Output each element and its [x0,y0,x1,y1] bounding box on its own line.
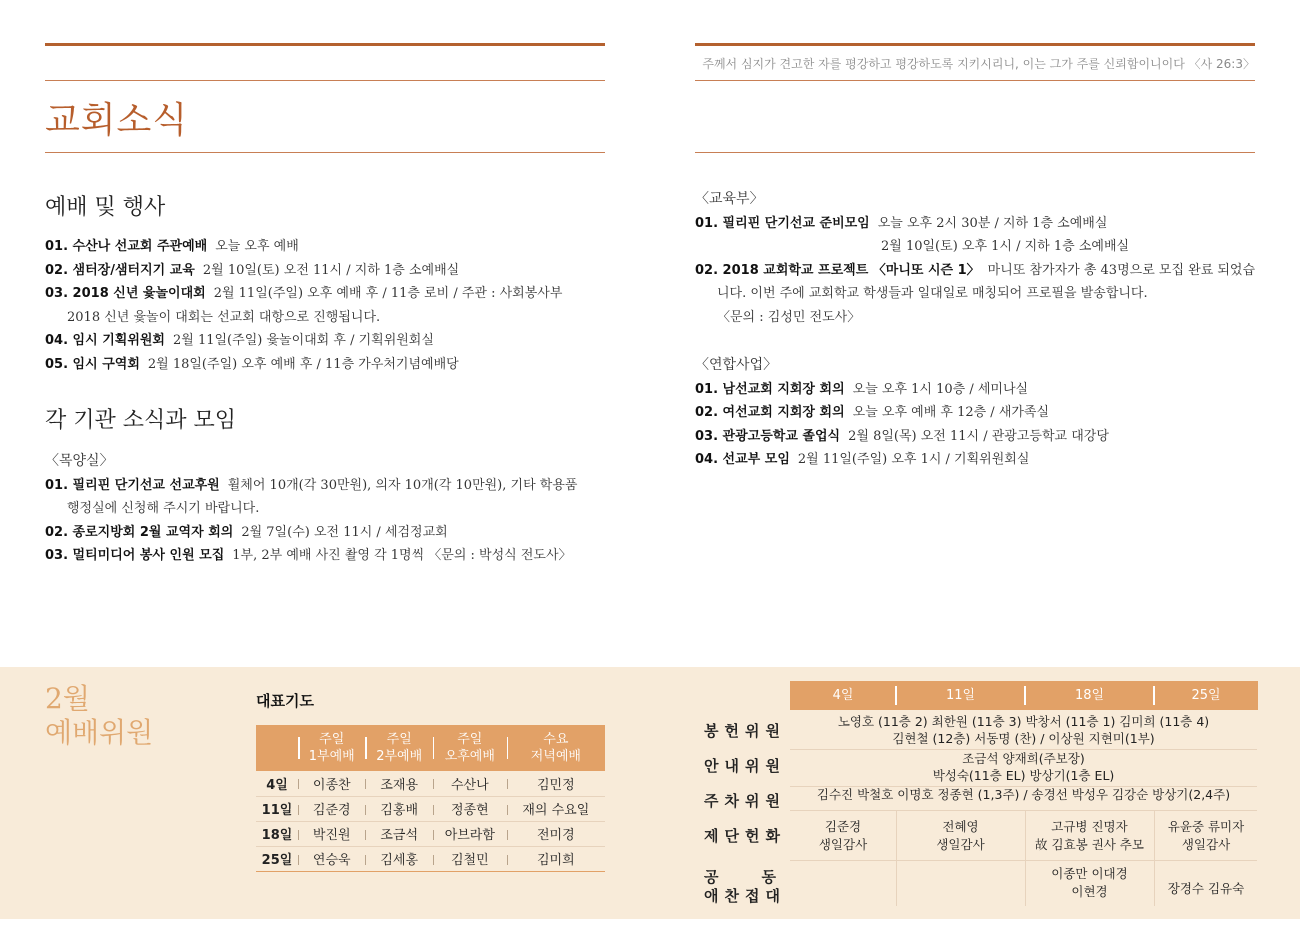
band-title: 2월 예배위원 [45,682,154,749]
list-item: 03. 멀티미디어 봉사 인원 모집 1부, 2부 예배 사진 촬영 각 1명씩 〈문의 : 박성식 전도사〉 [45,548,572,564]
label-fellowship: 애찬접대 [704,887,786,905]
worship-list [45,235,562,377]
group-label: 〈연합사업〉 [695,357,778,373]
date-header-18: 18일 [1025,681,1154,710]
right-title-rule [695,152,1255,153]
list-item: 2월 10일(토) 오후 1시 / 지하 1층 소예배실 [881,239,1130,255]
prayer-table [256,725,605,872]
page-title: 교회소식 [45,100,189,141]
label-offering: 봉헌위원 [704,722,786,740]
date-header-11: 11일 [896,681,1025,710]
prayer-title: 대표기도 [256,692,314,710]
usher-line-2: 박성숙(11층 EL) 방상기(1층 EL) [932,768,1115,783]
parking-line: 김수진 박철호 이명호 정종현 (1,3주) / 송경선 박성우 김강순 방상기(2,4주) [816,787,1231,802]
section-worship-heading: 예배 및 행사 [45,195,166,220]
table-row: 11일 김준경 김홍배 정종현 재의 수요일 [256,796,605,821]
left-mid-rule [45,80,605,81]
list-item: 니다. 이번 주에 교회학교 학생들과 일대일로 매칭되어 프로필을 발송합니다. [717,286,1148,302]
altar-25: 유윤중 류미자 생일감사 [1167,819,1245,852]
table-header: 주일 2부예배 [365,725,432,771]
list-item: 행정실에 신청해 주시기 바랍니다. [67,501,260,517]
label-usher: 안내위원 [704,757,786,775]
offering-line-1: 노영호 (11층 2) 최한원 (11층 3) 박창서 (11층 1) 김미희 (11층 4) [837,714,1210,729]
list-item: 04. 선교부 모임 2월 11일(주일) 오후 1시 / 기획위원회실 [695,452,1030,468]
label-common: 공 동 [704,868,790,886]
list-item: 05. 임시 구역회 2월 18일(주일) 오후 예배 후 / 11층 가우처기념예배당 [45,356,459,372]
section-org-heading: 각 기관 소식과 모임 [45,408,236,433]
fellowship-25: 장경수 김유숙 [1167,881,1245,896]
table-header: 주일 오후예배 [433,725,507,771]
list-item: 02. 종로지방회 2월 교역자 회의 2월 7일(수) 오전 11시 / 세검정교회 [45,524,448,540]
list-item: 〈문의 : 김성민 전도사〉 [717,309,861,325]
table-header: 수요 저녁예배 [507,725,605,771]
list-item: 02. 샘터장/샘터지기 교육 2월 10일(토) 오전 11시 / 지하 1층 소예배실 [45,262,460,278]
group-label: 〈목양실〉 [45,453,114,469]
org-list [45,450,577,568]
altar-11: 전혜영 생일감사 [936,819,985,852]
right-top-rule [695,43,1255,46]
table-row: 25일 연승욱 김세홍 김철민 김미희 [256,846,605,871]
table-header: 주일 1부예배 [298,725,365,771]
label-parking: 주차위원 [704,792,786,810]
usher-line-1: 조금석 양재희(주보장) [962,751,1085,766]
label-altar: 제단헌화 [704,827,786,845]
right-mid-rule [695,80,1255,81]
list-item: 04. 임시 기획위원회 2월 11일(주일) 윷놀이대회 후 / 기획위원회실 [45,333,434,349]
list-item: 02. 여선교회 지회장 회의 오늘 오후 예배 후 12층 / 새가족실 [695,405,1050,421]
table-row: 4일 이종찬 조재용 수산나 김민정 [256,771,605,796]
left-title-rule [45,152,605,153]
list-item: 02. 2018 교회학교 프로젝트 〈마니또 시즌 1〉 마니또 참가자가 총 43명으로 모집 완료 되었습 [695,262,1256,278]
altar-4: 김준경 생일감사 [818,819,868,852]
list-item: 03. 2018 신년 윷놀이대회 2월 11일(주일) 오후 예배 후 / 11층 로비 / 주관 : 사회봉사부 [45,286,563,302]
date-header-4: 4일 [790,681,896,710]
table-header-blank [256,725,298,771]
union-list [695,354,1109,472]
offering-line-2: 김현철 (12층) 서동명 (찬) / 이상원 지현미(1부) [892,731,1155,746]
left-top-rule [45,43,605,46]
list-item: 01. 필리핀 단기선교 준비모임 오늘 오후 2시 30분 / 지하 1층 소예배실 [695,215,1108,231]
list-item: 01. 필리핀 단기선교 선교후원 휠체어 10개(각 30만원), 의자 10개(각 10만원), 기타 학용품 [45,477,578,493]
scripture-verse: 주께서 심지가 견고한 자를 평강하고 평강하도록 지키시리니, 이는 그가 주를 신뢰함이니이다 〈사 26:3〉 [702,57,1255,71]
altar-18: 고규병 진명자 故 김효봉 권사 추모 [1035,819,1144,852]
list-item: 2018 신년 윷놀이 대회는 선교회 대항으로 진행됩니다. [67,309,381,325]
education-list [695,188,1255,330]
list-item: 01. 남선교회 지회장 회의 오늘 오후 1시 10층 / 세미나실 [695,381,1029,397]
list-item: 01. 수산나 선교회 주관예배 오늘 오후 예배 [45,239,299,254]
table-row: 18일 박진원 조금석 아브라함 전미경 [256,821,605,846]
list-item: 03. 관광고등학교 졸업식 2월 8일(목) 오전 11시 / 관광고등학교 대강당 [695,428,1109,444]
date-header-25: 25일 [1154,681,1258,710]
fellowship-18: 이종만 이대경 이현경 [1051,866,1128,899]
group-label: 〈교육부〉 [695,191,764,207]
